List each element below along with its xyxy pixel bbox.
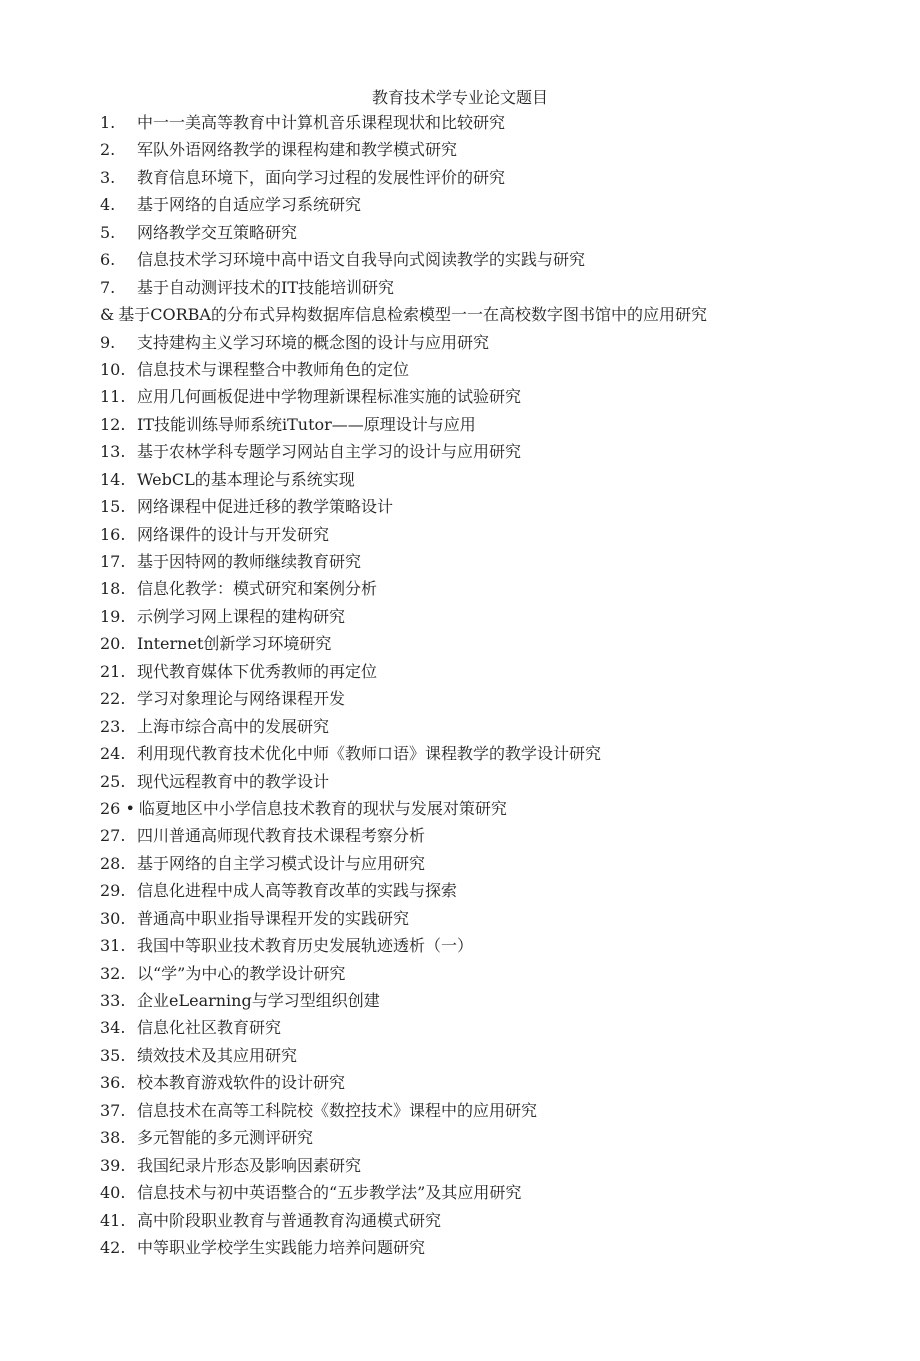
list-item: [100, 879, 707, 906]
list-item: [100, 193, 707, 220]
item-text: 信息技术在高等工科院校《数控技术》课程中的应用研究: [137, 1100, 538, 1120]
list-item: [100, 138, 707, 165]
list-item: [100, 1099, 707, 1126]
item-text: 基于网络的自主学习模式设计与应用研究: [137, 853, 426, 873]
item-number: 22.: [100, 689, 126, 709]
list-item: [100, 468, 707, 495]
item-text: 我国纪录片形态及影响因素研究: [137, 1155, 362, 1175]
item-text: 中一一美高等教育中计算机音乐课程现状和比较研究: [137, 113, 506, 132]
item-text: 校本教育游戏软件的设计研究: [137, 1073, 346, 1093]
list-item: [100, 523, 707, 550]
list-item: [100, 440, 707, 467]
item-number: 31.: [100, 936, 126, 956]
item-text: 我国中等职业技术教育历史发展轨迹透析（一）: [137, 936, 474, 956]
item-number: 5.: [100, 222, 116, 242]
list-item: [100, 1126, 707, 1153]
item-text: Internet创新学习环境研究: [137, 634, 332, 654]
list-item: [100, 1236, 707, 1263]
list-item: [100, 660, 707, 687]
list-item: [100, 111, 707, 138]
item-text: 信息化社区教育研究: [137, 1018, 282, 1038]
list-item: [100, 742, 707, 769]
list-item: [100, 166, 707, 193]
item-text: 基于农林学科专题学习网站自主学习的设计与应用研究: [137, 442, 522, 462]
item-number: 25.: [100, 771, 126, 791]
item-number: &: [100, 305, 115, 325]
item-text: 现代远程教育中的教学设计: [137, 771, 330, 791]
list-item: [100, 358, 707, 385]
item-number: 36.: [100, 1073, 126, 1093]
item-number: 37.: [100, 1100, 126, 1120]
item-text: 支持建构主义学习环境的概念图的设计与应用研究: [137, 332, 490, 352]
item-number: 39.: [100, 1155, 126, 1175]
list-item: [100, 248, 707, 275]
item-number: 38.: [100, 1128, 126, 1148]
item-number: 1.: [100, 113, 116, 132]
item-text: 绩效技术及其应用研究: [137, 1045, 298, 1065]
list-item: [100, 907, 707, 934]
item-number: 6.: [100, 250, 116, 270]
item-text: 基于网络的自适应学习系统研究: [137, 195, 362, 215]
item-text: 学习对象理论与网络课程开发: [137, 689, 346, 709]
item-text: 网络课程中促进迁移的教学策略设计: [137, 497, 394, 517]
document-title: 教育技术学专业论文题目: [371, 88, 548, 107]
item-number: 33.: [100, 991, 126, 1010]
item-text: 现代教育媒体下优秀教师的再定位: [137, 661, 378, 681]
item-number: 17.: [100, 552, 126, 571]
list-item: [100, 221, 707, 248]
item-number: 16.: [100, 524, 126, 544]
item-number: 7.: [100, 277, 116, 297]
item-number: 20.: [100, 634, 126, 654]
item-text: 军队外语网络教学的课程构建和教学模式研究: [137, 140, 458, 160]
item-text: 示例学习网上课程的建构研究: [137, 606, 346, 626]
list-item: [100, 770, 707, 797]
item-text: 网络课件的设计与开发研究: [137, 524, 330, 544]
item-number: 35.: [100, 1045, 126, 1065]
item-number: 41.: [100, 1210, 126, 1230]
list-item: [100, 550, 707, 577]
item-number: 14.: [100, 469, 126, 489]
list-item: [100, 1209, 707, 1236]
list-item: [100, 797, 707, 824]
item-text: 企业eLearning与学习型组织创建: [137, 991, 380, 1010]
item-number: 12.: [100, 414, 126, 434]
item-number: 34.: [100, 1018, 126, 1038]
item-text: 基于自动测评技术的IT技能培训研究: [137, 277, 394, 297]
thesis-topic-list: [100, 111, 707, 1263]
list-item: [100, 276, 707, 303]
item-number: 27.: [100, 826, 126, 846]
list-item: [100, 962, 707, 989]
item-number: 2.: [100, 140, 116, 160]
item-text: 基于CORBA的分布式异构数据库信息检索模型一一在高校数字图书馆中的应用研究: [118, 305, 707, 325]
item-text: 多元智能的多元测评研究: [137, 1128, 314, 1148]
item-text: 信息化进程中成人高等教育改革的实践与探索: [137, 881, 458, 901]
list-item: [100, 852, 707, 879]
list-item: [100, 303, 707, 330]
item-text: 信息技术与课程整合中教师角色的定位: [137, 359, 410, 379]
list-item: [100, 331, 707, 358]
item-text: 基于因特网的教师继续教育研究: [137, 552, 362, 571]
list-item: [100, 687, 707, 714]
item-number: 3.: [100, 167, 116, 187]
item-number: 42.: [100, 1237, 126, 1257]
item-text: 信息技术与初中英语整合的“五步教学法”及其应用研究: [137, 1183, 522, 1203]
item-number: 28.: [100, 853, 126, 873]
item-number: 19.: [100, 606, 126, 626]
item-number: 29.: [100, 881, 126, 901]
item-text: 利用现代教育技术优化中师《教师口语》课程教学的教学设计研究: [137, 744, 602, 764]
item-text: 上海市综合高中的发展研究: [137, 716, 330, 736]
list-item: [100, 934, 707, 961]
item-text: 高中阶段职业教育与普通教育沟通模式研究: [137, 1210, 442, 1230]
list-item: [100, 385, 707, 412]
item-text: IT技能训练导师系统iTutor——原理设计与应用: [137, 414, 476, 434]
list-item: [100, 1071, 707, 1098]
item-number: 13.: [100, 442, 126, 462]
item-number: 18.: [100, 579, 126, 599]
item-text: 信息化教学：模式研究和案例分析: [137, 579, 378, 599]
item-text: 四川普通高师现代教育技术课程考察分析: [137, 826, 426, 846]
item-text: WebCL的基本理论与系统实现: [137, 469, 355, 489]
item-text: 普通高中职业指导课程开发的实践研究: [137, 908, 410, 928]
item-number: 32.: [100, 963, 126, 983]
list-item: [100, 495, 707, 522]
list-item: [100, 1016, 707, 1043]
list-item: [100, 605, 707, 632]
list-item: [100, 632, 707, 659]
list-item: [100, 989, 707, 1016]
list-item: [100, 1154, 707, 1181]
item-text: 临夏地区中小学信息技术教育的现状与发展对策研究: [138, 798, 507, 818]
item-text: 网络教学交互策略研究: [137, 222, 298, 242]
item-number: 26 •: [100, 798, 135, 818]
item-number: 30.: [100, 908, 126, 928]
list-item: [100, 715, 707, 742]
item-text: 应用几何画板促进中学物理新课程标准实施的试验研究: [137, 387, 522, 407]
list-item: [100, 577, 707, 604]
item-number: 24.: [100, 744, 126, 764]
item-number: 15.: [100, 497, 126, 517]
item-number: 4.: [100, 195, 116, 215]
list-item: [100, 413, 707, 440]
item-text: 以“学”为中心的教学设计研究: [137, 963, 346, 983]
item-number: 21.: [100, 661, 126, 681]
item-number: 10.: [100, 359, 126, 379]
list-item: [100, 1181, 707, 1208]
item-text: 教育信息环境下，面向学习过程的发展性评价的研究: [137, 167, 506, 187]
item-text: 中等职业学校学生实践能力培养问题研究: [137, 1237, 426, 1257]
item-number: 9.: [100, 332, 116, 352]
item-number: 23.: [100, 716, 126, 736]
item-number: 11.: [100, 387, 126, 407]
list-item: [100, 824, 707, 851]
item-number: 40.: [100, 1183, 126, 1203]
list-item: [100, 1044, 707, 1071]
item-text: 信息技术学习环境中高中语文自我导向式阅读教学的实践与研究: [137, 250, 586, 270]
